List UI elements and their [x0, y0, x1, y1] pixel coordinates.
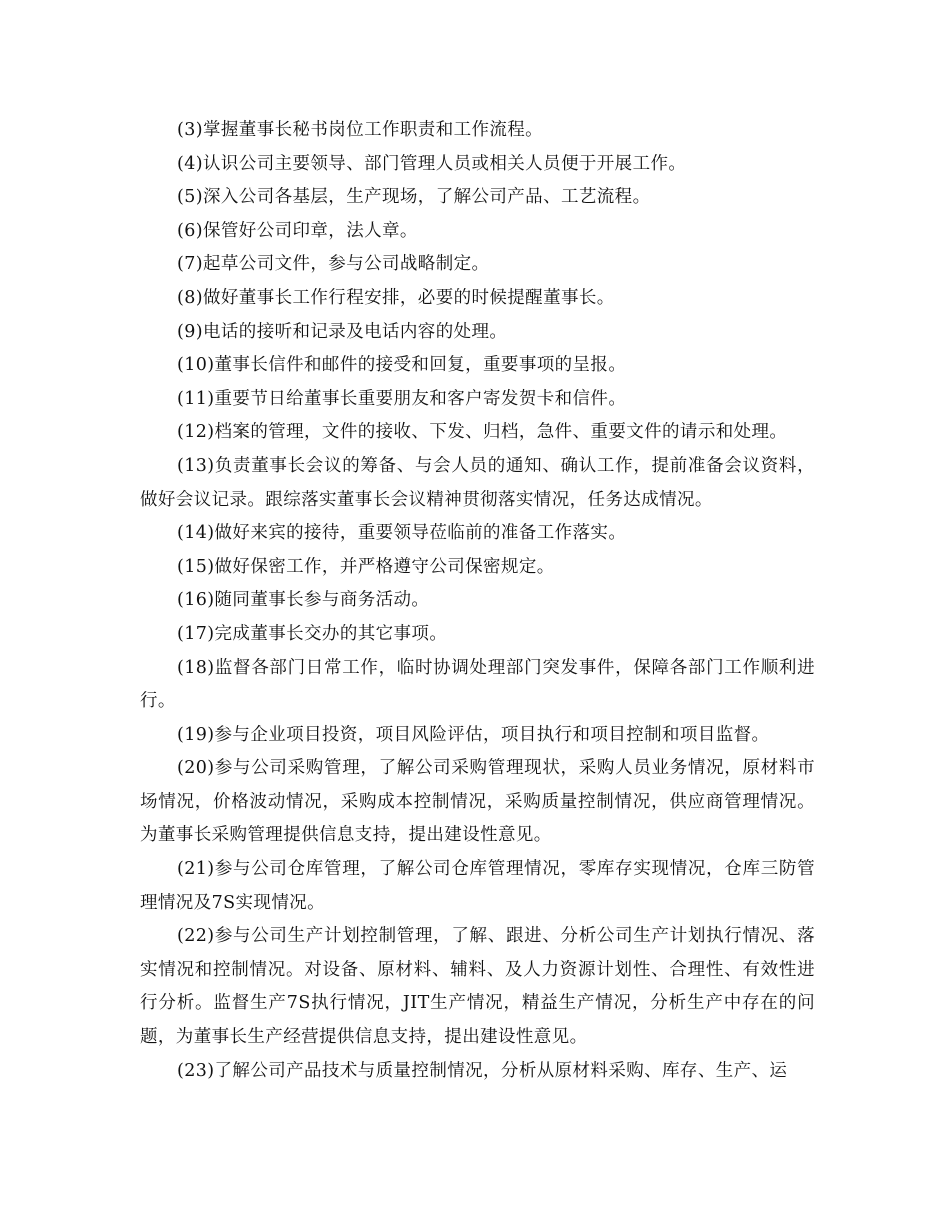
paragraph-10: (10)董事长信件和邮件的接受和回复，重要事项的呈报。	[177, 355, 627, 376]
paragraph-20: (20)参与公司采购管理，了解公司采购管理现状，采购人员业务情况，原材料市场情况，价格波动情况，采购成本控制情况，采购质量控制情况，供应商管理情况。为董事长采购管理提供信息支持，提出建设性意见。	[140, 758, 815, 846]
paragraph-3: (3)掌握董事长秘书岗位工作职责和工作流程。	[177, 120, 544, 140]
paragraph-13: (13)负责董事长会议的筹备、与会人员的通知、确认工作，提前准备会议资料，做好会议记录。跟综落实董事长会议精神贯彻落实情况，任务达成情况。	[140, 455, 815, 510]
paragraph-19: (19)参与企业项目投资，项目风险评估，项目执行和项目控制和项目监督。	[177, 724, 770, 745]
paragraph-14: (14)做好来宾的接待，重要领导莅临前的准备工作落实。	[177, 523, 627, 544]
paragraph-11: (11)重要节日给董事长重要朋友和客户寄发贺卡和信件。	[177, 388, 627, 409]
paragraph-21: (21)参与公司仓库管理，了解公司仓库管理情况，零库存实现情况，仓库三防管理情况及7S实现情况。	[140, 859, 815, 913]
paragraph-9: (9)电话的接听和记录及电话内容的处理。	[177, 321, 508, 342]
paragraph-7: (7)起草公司文件，参与公司战略制定。	[177, 254, 490, 275]
paragraph-23: (23)了解公司产品技术与质量控制情况，分析从原材料采购、库存、生产、运	[177, 1060, 788, 1081]
paragraph-16: (16)随同董事长参与商务活动。	[177, 590, 430, 611]
paragraph-15: (15)做好保密工作，并严格遵守公司保密规定。	[177, 556, 555, 577]
paragraph-22: (22)参与公司生产计划控制管理，了解、跟进、分析公司生产计划执行情况、落实情况和控制情况。对设备、原材料、辅料、及人力资源计划性、合理性、有效性进行分析。监督生产7S执行情况，JIT生产情况，精益生产情况，分析生产中存在的问题，为董事长生产经营提供信息支持，提出建设性意见。	[140, 926, 815, 1048]
paragraph-6: (6)保管好公司印章，法人章。	[177, 220, 418, 241]
paragraph-17: (17)完成董事长交办的其它事项。	[177, 623, 448, 644]
paragraph-12: (12)档案的管理，文件的接收、下发、归档，急件、重要文件的请示和处理。	[177, 422, 788, 443]
document-body	[140, 114, 815, 1088]
paragraph-18: (18)监督各部门日常工作，临时协调处理部门突发事件，保障各部门工作顺利进行。	[140, 657, 815, 712]
paragraph-4: (4)认识公司主要领导、部门管理人员或相关人员便于开展工作。	[177, 153, 687, 174]
paragraph-5: (5)深入公司各基层，生产现场，了解公司产品、工艺流程。	[177, 187, 651, 208]
paragraph-8: (8)做好董事长工作行程安排，必要的时候提醒董事长。	[177, 287, 615, 308]
